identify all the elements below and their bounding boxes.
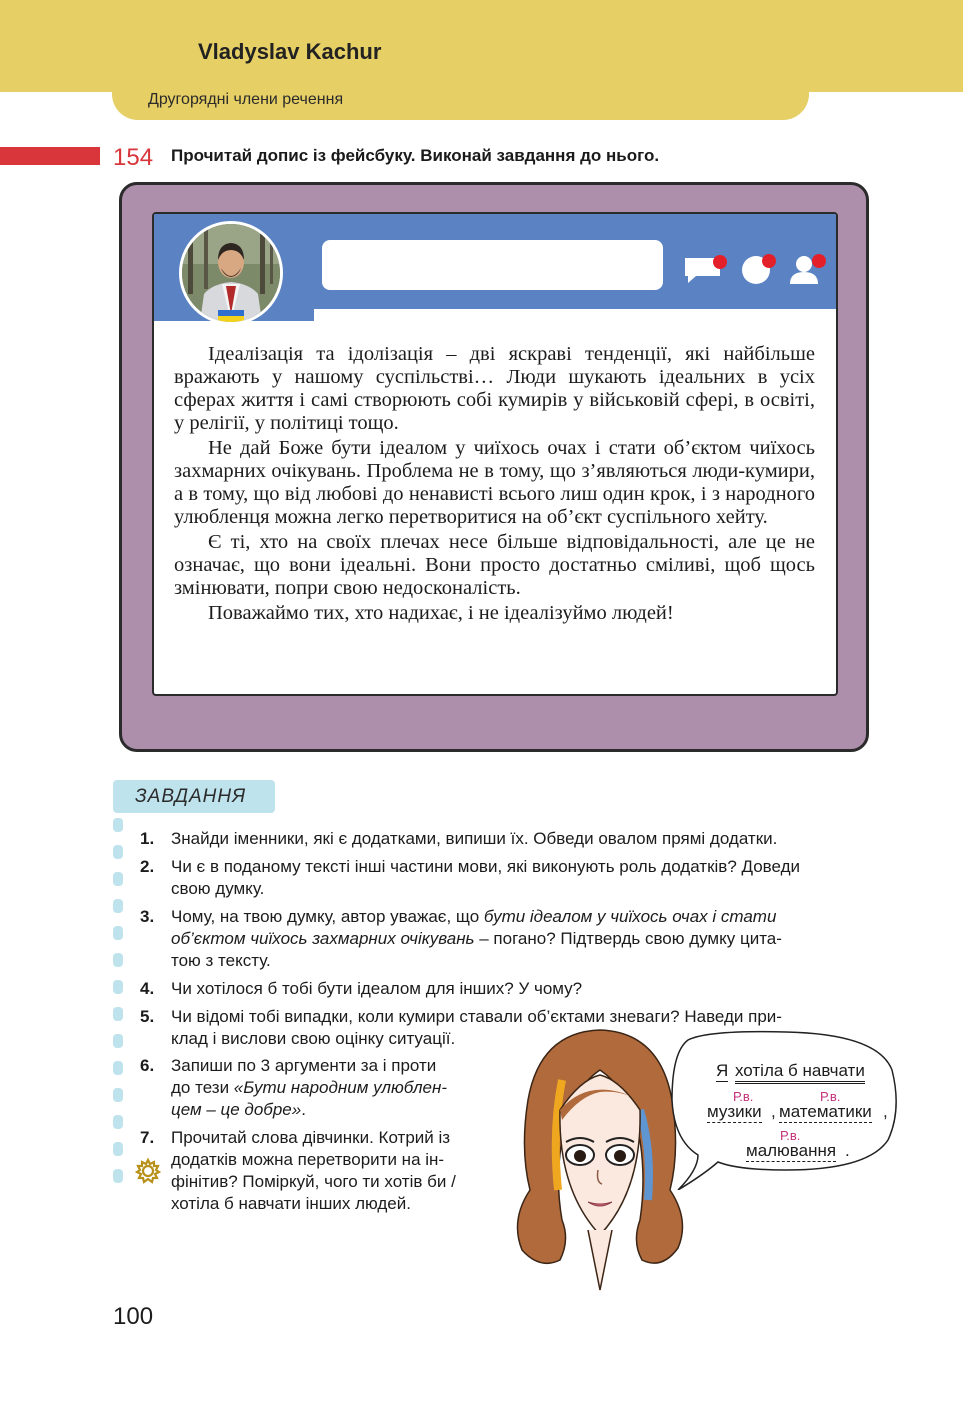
dot — [113, 872, 123, 886]
bubble-object: малювання — [746, 1141, 837, 1160]
author-name: Vladyslav Kachur — [198, 39, 382, 64]
bubble-object: математики — [779, 1102, 872, 1121]
bubble-subject: Я — [716, 1061, 729, 1080]
task-text: свою думку. — [171, 879, 265, 898]
case-label: Р.в. — [820, 1089, 841, 1104]
task-number: 7. — [140, 1128, 155, 1147]
post-paragraph: Є ті, хто на своїх плечах несе більше відповідальності, але це не означає, що вони ідеальні. Вони просто достатньо сміливі, щоб щось змінювати, попри свою недосконалість. — [174, 531, 815, 599]
task-number: 4. — [140, 979, 155, 998]
bubble-comma: , — [771, 1102, 776, 1121]
task-number: 3. — [140, 907, 155, 926]
post-paragraph: Не дай Боже бути ідеалом у чиїхось очах і стати об’єктом чиїхось захмарних очікувань. Проблема не в тому, що з’являються люди-кумири, а в тому, що від любові до ненависті всього лиш один крок, і з народного улюбленця можна легко перетворитися на об’єкт суспільного хейту. — [174, 437, 815, 528]
dot — [113, 1088, 123, 1102]
exercise-number: 154 — [113, 144, 154, 171]
notification-icon[interactable] — [736, 250, 780, 286]
task-number: 6. — [140, 1056, 155, 1075]
post-text — [174, 343, 815, 627]
dot — [113, 845, 123, 859]
post-header-tab-cut — [314, 309, 838, 321]
task-number: 5. — [140, 1007, 155, 1026]
task-text: Чи відомі тобі випадки, коли кумири ставали об’єктами зневаги? Наведи при- — [171, 1007, 782, 1026]
task-quote: цем – це добре» — [171, 1100, 302, 1119]
dot — [113, 1061, 123, 1075]
case-label: Р.в. — [733, 1089, 754, 1104]
message-icon[interactable] — [682, 252, 732, 286]
bubble-object: музики — [707, 1102, 762, 1121]
bubble-predicate: хотіла б навчати — [735, 1061, 865, 1084]
task-text: Чи є в поданому тексті інші частини мови, які виконують роль додатків? Доведи — [171, 857, 801, 876]
dot — [113, 899, 123, 913]
bubble-period: . — [845, 1141, 850, 1160]
task-text: Чи хотілося б тобі бути ідеалом для інших? У чому? — [171, 979, 583, 998]
case-label: Р.в. — [780, 1128, 801, 1143]
dot — [113, 1007, 123, 1021]
task-text: Знайди іменники, які є додатками, випиши їх. Обведи овалом прямі додатки. — [171, 829, 778, 848]
bullet-dots — [113, 818, 125, 1196]
task-text: додатків можна перетворити на ін- — [171, 1150, 445, 1169]
gear-icon — [134, 1157, 162, 1185]
author-avatar — [179, 221, 283, 325]
dot — [113, 1115, 123, 1129]
dot — [113, 818, 123, 832]
task-number: 1. — [140, 829, 155, 848]
task-text: – погано? Підтвердь свою думку цита- — [474, 929, 782, 948]
dot — [113, 1034, 123, 1048]
author-name-box — [322, 240, 663, 290]
task-quote: об’єктом чиїхось захмарних очікувань — [171, 929, 475, 948]
task-text: Чому, на твою думку, автор уважає, що — [171, 907, 484, 926]
dot — [113, 926, 123, 940]
page-number: 100 — [113, 1303, 154, 1330]
exercise-instruction: Прочитай допис із фейсбуку. Виконай завдання до нього. — [171, 146, 660, 165]
task-text: клад і вислови свою оцінку ситуації. — [171, 1029, 456, 1048]
task-text: фінітив? Поміркуй, чого ти хотів би / — [171, 1172, 456, 1191]
task-text: Прочитай слова дівчинки. Котрий із — [171, 1128, 451, 1147]
task-quote: «Бути народним улюблен- — [233, 1078, 448, 1097]
avatar-photo — [182, 224, 280, 322]
dot — [113, 980, 123, 994]
task-number: 2. — [140, 857, 155, 876]
section-title: Другорядні члени речення — [148, 91, 344, 108]
post-paragraph: Поважаймо тих, хто надихає, і не ідеалізуймо людей! — [208, 602, 674, 624]
task-text: Запиши по 3 аргументи за і проти — [171, 1056, 437, 1075]
task-text: тою з тексту. — [171, 951, 271, 970]
bubble-comma: , — [883, 1102, 888, 1121]
dot — [113, 1169, 123, 1183]
exercise-marker-bar — [0, 147, 100, 165]
post-paragraph: Ідеалізація та ідолізація – дві яскраві тенденції, які найбільше вражають у нашому суспільстві… Люди шукають ідеальних в усіх сферах життя і самі створюють собі кумирів у військовій сфері, в освіті, у релігії, у політиці тощо. — [174, 343, 815, 434]
task-text: . — [301, 1100, 306, 1119]
dot — [113, 953, 123, 967]
task-text: до тези — [171, 1078, 234, 1097]
dot — [113, 1142, 123, 1156]
task-quote: бути ідеалом у чиїхось очах і стати — [483, 907, 777, 926]
tasks-badge-label: ЗАВДАННЯ — [135, 786, 247, 807]
task-text: хотіла б навчати інших людей. — [171, 1194, 411, 1213]
friends-icon[interactable] — [786, 250, 832, 286]
